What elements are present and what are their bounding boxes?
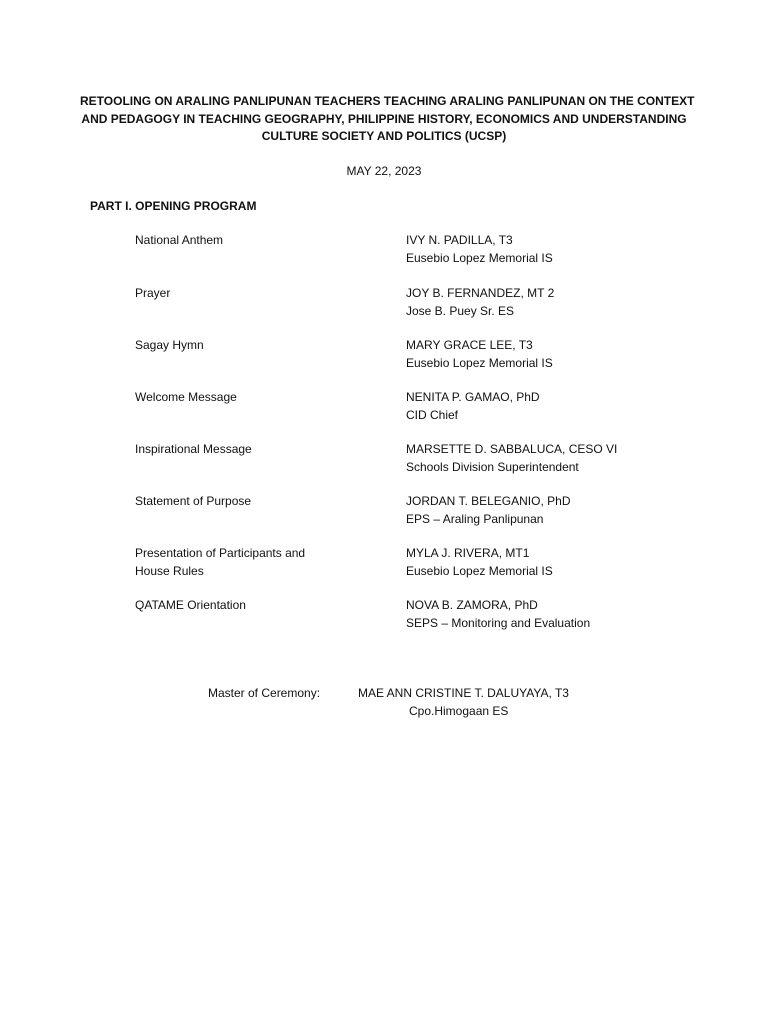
person-name: JORDAN T. BELEGANIO, PhD [406, 494, 571, 508]
program-item [135, 493, 375, 511]
program-item [135, 285, 375, 303]
person-name: NOVA B. ZAMORA, PhD [406, 598, 538, 612]
title-line-2: AND PEDAGOGY IN TEACHING GEOGRAPHY, PHILIPPINE HISTORY, ECONOMICS AND UNDERSTANDING [81, 111, 687, 126]
person-name: MARSETTE D. SABBALUCA, CESO VI [406, 442, 618, 456]
mc-school: Cpo.Himogaan ES [409, 703, 509, 718]
document-title [80, 93, 695, 146]
person-affiliation: EPS – Araling Panlipunan [406, 511, 544, 526]
title-line-1: RETOOLING ON ARALING PANLIPUNAN TEACHERS TEACHING ARALING PANLIPUNAN ON THE CONTEXT [80, 94, 695, 108]
mc-label: Master of Ceremony: [208, 686, 321, 700]
program-item-line: QATAME Orientation [135, 598, 246, 612]
program-item-line: Prayer [135, 286, 171, 300]
program-person [406, 545, 726, 580]
event-date: MAY 22, 2023 [346, 164, 422, 178]
person-name: IVY N. PADILLA, T3 [406, 233, 513, 247]
person-name: MYLA J. RIVERA, MT1 [406, 546, 530, 560]
program-person [406, 597, 726, 632]
person-affiliation: Eusebio Lopez Memorial IS [406, 563, 553, 578]
program-item-line: Presentation of Participants and [135, 546, 306, 560]
part-heading: PART I. OPENING PROGRAM [90, 199, 257, 213]
program-item [135, 545, 375, 580]
person-affiliation: Eusebio Lopez Memorial IS [406, 355, 553, 370]
person-name: JOY B. FERNANDEZ, MT 2 [406, 286, 555, 300]
person-name: MARY GRACE LEE, T3 [406, 338, 533, 352]
program-item-line: Welcome Message [135, 390, 237, 404]
person-affiliation: Eusebio Lopez Memorial IS [406, 250, 553, 265]
person-affiliation: Schools Division Superintendent [406, 459, 579, 474]
program-item-line: Statement of Purpose [135, 494, 252, 508]
program-item [135, 441, 375, 459]
program-item-line: Inspirational Message [135, 442, 252, 456]
title-line-3: CULTURE SOCIETY AND POLITICS (UCSP) [261, 129, 507, 143]
person-affiliation: CID Chief [406, 407, 459, 422]
person-affiliation: Jose B. Puey Sr. ES [406, 303, 515, 318]
program-person [406, 337, 726, 372]
program-item-line: House Rules [135, 563, 204, 578]
program-item [135, 597, 375, 615]
program-item [135, 337, 375, 355]
program-person [406, 285, 726, 320]
program-item [135, 232, 375, 250]
program-person [406, 232, 726, 267]
person-affiliation: SEPS – Monitoring and Evaluation [406, 615, 591, 630]
program-person [406, 493, 726, 528]
program-item-line: National Anthem [135, 233, 224, 247]
program-item-line: Sagay Hymn [135, 338, 204, 352]
mc-name: MAE ANN CRISTINE T. DALUYAYA, T3 [358, 686, 569, 700]
program-person [406, 441, 726, 476]
program-person [406, 389, 726, 424]
person-name: NENITA P. GAMAO, PhD [406, 390, 540, 404]
program-item [135, 389, 375, 407]
